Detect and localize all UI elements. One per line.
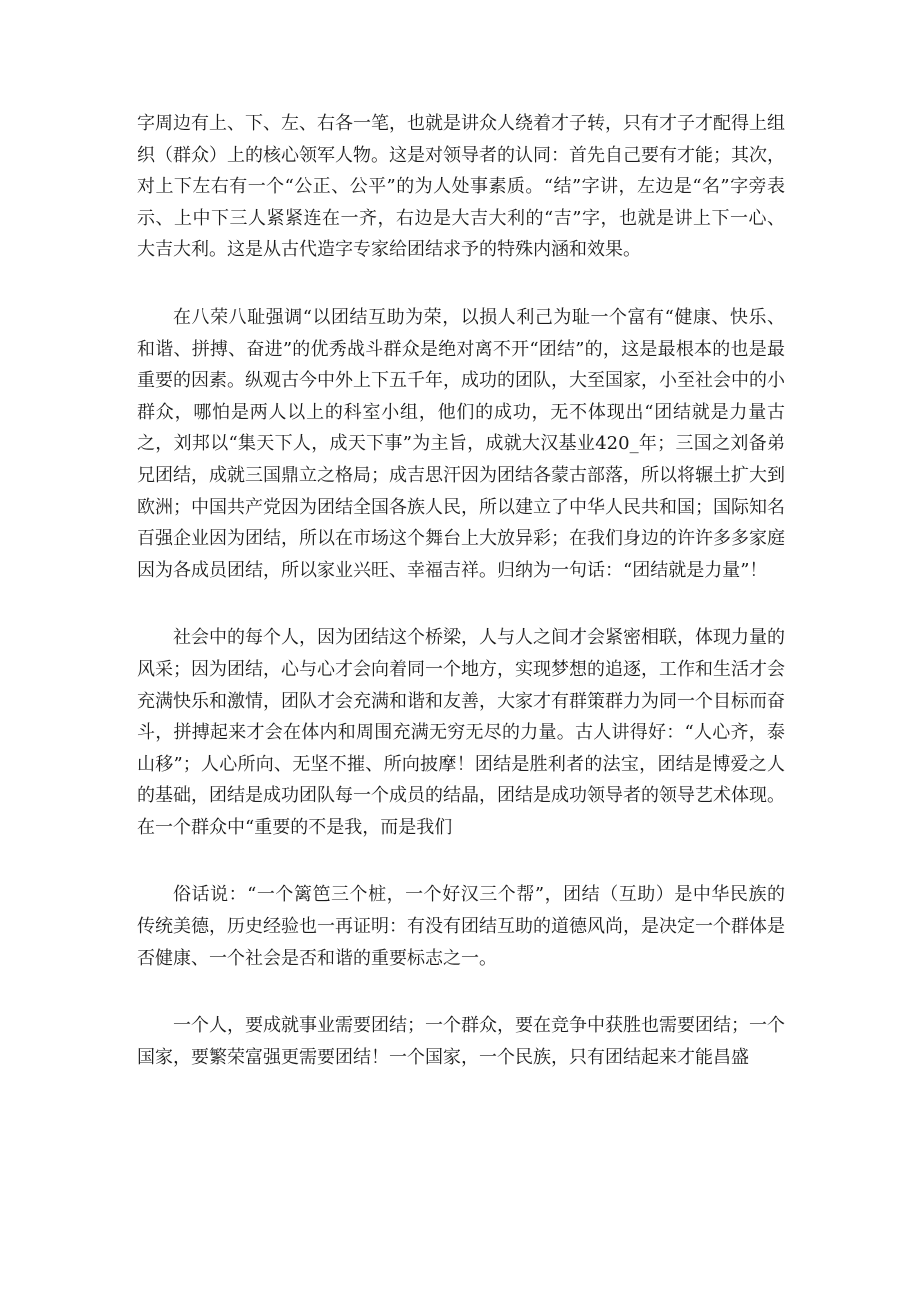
paragraph-4: 俗话说：“一个篱笆三个桩，一个好汉三个帮”，团结（互助）是中华民族的传统美德，历史经验也一再证明：有没有团结互助的道德风尚，是决定一个群体是否健康、一个社会是否和谐的重要标志之一。 <box>137 884 785 969</box>
paragraph-5: 一个人，要成就事业需要团结；一个群众，要在竞争中获胜也需要团结；一个国家，要繁荣富强更需要团结！一个国家，一个民族，只有团结起来才能昌盛 <box>137 1015 785 1068</box>
paragraph-1: 字周边有上、下、左、右各一笔，也就是讲众人绕着才子转，只有才子才配得上组织（群众）上的核心领军人物。这是对领导者的认同：首先自己要有才能；其次，对上下左右有一个“公正、公平”的为人处事素质。“结”字讲，左边是“名”字旁表示、上中下三人紧紧连在一齐，右边是大吉大利的“吉”字，也就是讲上下一心、大吉大利。这是从古代造字专家给团结求予的特殊内涵和效果。 <box>137 113 785 261</box>
paragraph-3: 社会中的每个人，因为团结这个桥梁，人与人之间才会紧密相联，体现力量的风采；因为团结，心与心才会向着同一个地方，实现梦想的追逐，工作和生活才会充满快乐和激情，团队才会充满和谐和友善，大家才有群策群力为同一个目标而奋斗，拼搏起来才会在体内和周围充满无穷无尽的力量。古人讲得好：“人心齐，泰山移”；人心所向、无坚不摧、所向披摩！团结是胜利者的法宝，团结是博爱之人的基础，团结是成功团队每一个成员的结晶，团结是成功领导者的领导艺术体现。在一个群众中“重要的不是我，而是我们 <box>137 627 785 838</box>
document-body <box>137 108 785 1073</box>
paragraph-2: 在八荣八耻强调“以团结互助为荣，以损人利己为耻一个富有“健康、快乐、和谐、拼搏、奋进”的优秀战斗群众是绝对离不开“团结”的，这是最根本的也是最重要的因素。纵观古今中外上下五千年，成功的团队，大至国家，小至社会中的小群众，哪怕是两人以上的科室小组，他们的成功，无不体现出“团结就是力量古之，刘邦以“集天下人，成天下事”为主旨，成就大汉基业420_年；三国之刘备弟兄团结，成就三国鼎立之格局；成吉思汗因为团结各蒙古部落，所以将辗土扩大到欧洲；中国共产党因为团结全国各族人民，所以建立了中华人民共和国；国际知名百强企业因为团结，所以在市场这个舞台上大放异彩；在我们身边的许许多多家庭因为各成员团结，所以家业兴旺、幸福吉祥。归纳为一句话：“团结就是力量”！ <box>137 306 785 581</box>
